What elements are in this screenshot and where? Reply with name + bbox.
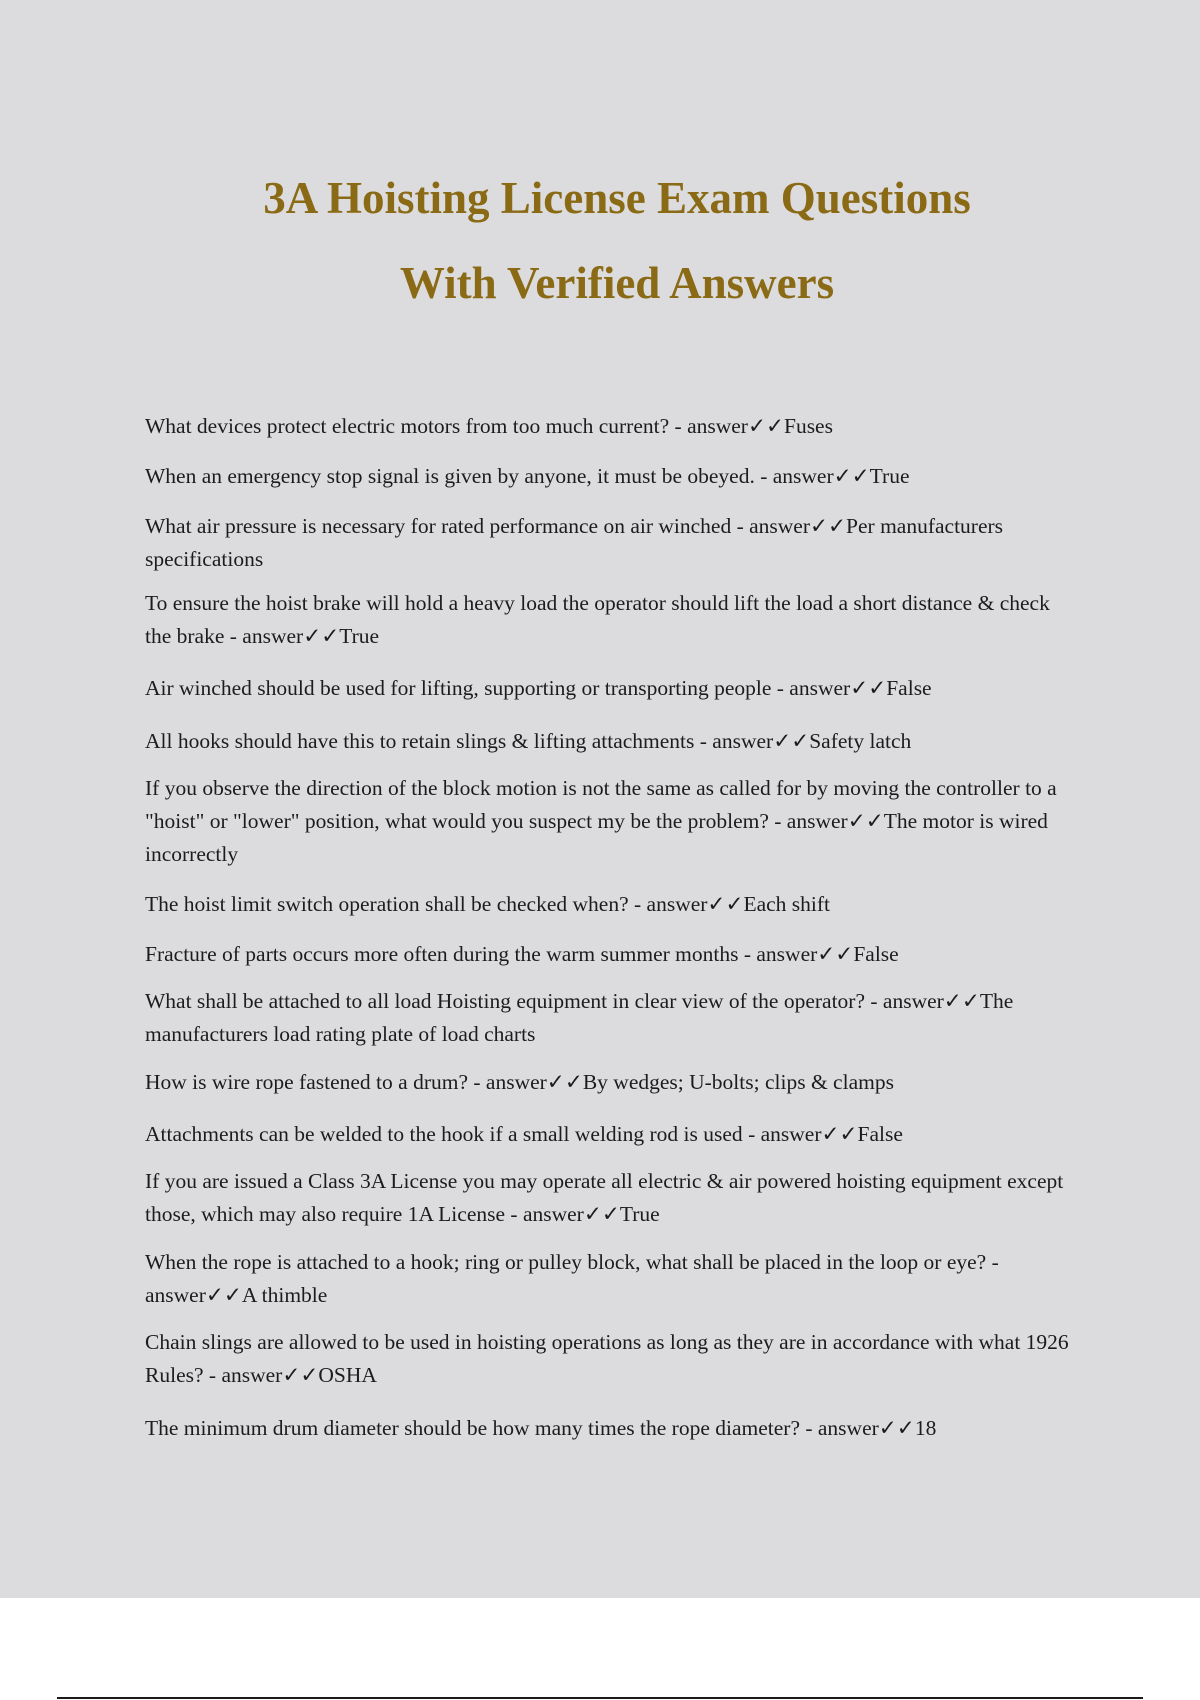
qa-item <box>145 510 1080 576</box>
qa-item <box>145 1326 1080 1392</box>
question-text: To ensure the hoist brake will hold a heavy load the operator should lift the load a short distance & check the brake <box>145 591 1050 648</box>
answer-marker: - answer✓✓ <box>742 1122 858 1146</box>
answer-marker: - answer✓✓ <box>738 942 854 966</box>
document-title-line-2: With Verified Answers <box>399 258 835 308</box>
answer-text: True <box>869 464 910 488</box>
answer-marker: - answer✓✓ <box>669 414 784 438</box>
question-text: The hoist limit switch operation shall be checked when? <box>145 892 629 916</box>
answer-marker: - answer✓✓ <box>694 729 810 753</box>
answer-text: False <box>886 676 932 700</box>
answer-marker: - answer✓✓ <box>468 1070 583 1094</box>
answer-marker: - answer✓✓ <box>799 1416 915 1440</box>
answer-text: Safety latch <box>809 729 912 753</box>
answer-text: The motor is wired incorrectly <box>145 809 1048 866</box>
answer-text: 18 <box>914 1416 937 1440</box>
question-text: What air pressure is necessary for rated performance on air winched <box>145 514 732 538</box>
answer-text: By wedges; U-bolts; clips & clamps <box>582 1070 894 1094</box>
qa-item <box>145 1412 1080 1445</box>
qa-item <box>145 725 1080 758</box>
answer-text: True <box>339 624 380 648</box>
qa-item <box>145 888 1080 921</box>
answer-text: False <box>853 942 899 966</box>
question-text: The minimum drum diameter should be how many times the rope diameter? <box>145 1416 800 1440</box>
question-text: What shall be attached to all load Hoisting equipment in clear view of the operator? <box>145 989 865 1013</box>
qa-item <box>145 410 1080 443</box>
answer-text: A thimble <box>241 1283 328 1307</box>
answer-marker: - answer✓✓ <box>203 1363 319 1387</box>
question-text: Chain slings are allowed to be used in hoisting operations as long as they are in accordance with what 1926 Rules? <box>145 1330 1069 1387</box>
answer-marker: - answer✓✓ <box>768 809 884 833</box>
qa-item <box>145 938 1080 971</box>
answer-text: True <box>619 1202 660 1226</box>
question-text: Air winched should be used for lifting, supporting or transporting people <box>145 676 772 700</box>
qa-item <box>145 1246 1080 1312</box>
question-text: If you observe the direction of the block motion is not the same as called for by moving the controller to a "hoist" or "lower" position, what would you suspect my be the problem? <box>145 776 1057 833</box>
question-text: Attachments can be welded to the hook if a small welding rod is used <box>145 1122 743 1146</box>
document-title-line-1: 3A Hoisting License Exam Questions <box>263 173 971 223</box>
answer-text: Per manufacturers specifications <box>145 514 1004 571</box>
answer-text: False <box>857 1122 903 1146</box>
question-text: Fracture of parts occurs more often during the warm summer months <box>145 942 739 966</box>
question-text: When an emergency stop signal is given by anyone, it must be obeyed. <box>145 464 755 488</box>
question-text: When the rope is attached to a hook; ring or pulley block, what shall be placed in the loop or eye? <box>145 1250 987 1274</box>
answer-text: OSHA <box>318 1363 377 1387</box>
answer-text: Fuses <box>783 414 833 438</box>
qa-item <box>145 985 1080 1051</box>
answer-text: The manufacturers load rating plate of load charts <box>145 989 1014 1046</box>
qa-item <box>145 1118 1080 1151</box>
qa-item <box>145 587 1080 653</box>
answer-marker: - answer✓✓ <box>771 676 887 700</box>
answer-marker: - answer✓✓ <box>754 464 870 488</box>
footer-divider <box>57 1697 1143 1699</box>
answer-marker: - answer✓✓ <box>628 892 744 916</box>
qa-item <box>145 460 1080 493</box>
answer-marker: - answer✓✓ <box>731 514 847 538</box>
qa-item <box>145 772 1080 871</box>
question-text: What devices protect electric motors from too much current? <box>145 414 670 438</box>
answer-marker: - answer✓✓ <box>505 1202 620 1226</box>
answer-marker: - answer✓✓ <box>145 1250 999 1307</box>
answer-text: Each shift <box>743 892 831 916</box>
question-text: How is wire rope fastened to a drum? <box>145 1070 468 1094</box>
qa-item <box>145 672 1080 705</box>
answer-marker: - answer✓✓ <box>224 624 340 648</box>
qa-item <box>145 1066 1080 1099</box>
answer-marker: - answer✓✓ <box>865 989 980 1013</box>
question-text: All hooks should have this to retain slings & lifting attachments <box>145 729 695 753</box>
question-text: If you are issued a Class 3A License you may operate all electric & air powered hoisting equipment except those, which may also require 1A License <box>145 1169 1064 1226</box>
qa-item <box>145 1165 1080 1231</box>
